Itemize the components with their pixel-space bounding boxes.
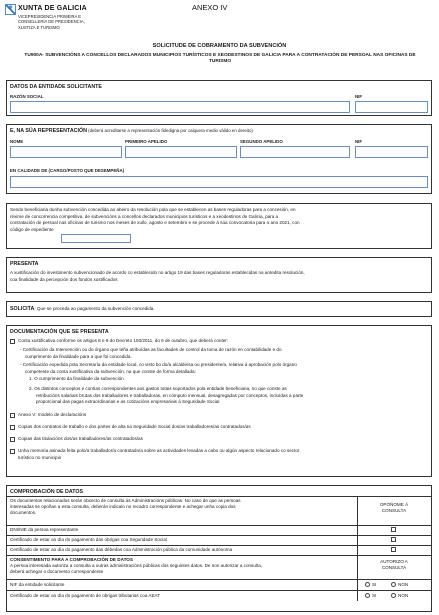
doc-qualifications: Copias das titulacións dos/as traballadores/as contratados/as [18, 436, 143, 441]
consent-title: CONSENTIMENTO PARA A COMPROBACIÓN DE DATOS [10, 557, 133, 562]
declaration-line: contratación de persoal nas oficinas de turismo nos meses de xullo, agosto e setembro e se procede á súa convocatoria para o ano 2021, con [10, 220, 300, 226]
consent-line: deberá achegar o documento correspondente [10, 569, 104, 575]
doc-sub-b-2 [29, 386, 429, 406]
oppose-checkbox-dni[interactable] [391, 527, 396, 532]
oppose-checkbox-regional-debts[interactable] [391, 547, 396, 552]
representative-nif-label: NIF [355, 139, 363, 144]
doc-sub-line: 2. Os distintos conceptos e contías correspondentes aos gastos totais soportados pola entidade beneficiaria, no que conste as [29, 386, 287, 391]
representative-note: (deberá acreditarse a representación fidedigna por calquera medio válido en dereito) [86, 128, 253, 133]
representative-nif-field[interactable] [355, 146, 428, 158]
verification-section [6, 485, 432, 612]
doc-checkbox-qualifications[interactable] [10, 437, 15, 442]
surname1-label: PRIMEIRO APELIDO [125, 139, 168, 144]
company-name-label: RAZÓN SOCIAL [10, 94, 44, 99]
logo-sub-line: VICEPRESIDENCIA PRIMEIRA E [18, 14, 82, 19]
form-subtitle: TU900A- SUBVENCIÓNS A CONCELLOS DECLARADOS MUNICIPIOS TURÍSTICOS E XEODESTINOS DE GALICIA PARA A CONTRATACIÓN DE PERSOAL NAS OFICINAS DE TURISMO [24, 53, 416, 65]
presents-section [6, 257, 432, 293]
authorize-header-line: CONSULTA [381, 565, 407, 571]
applicant-nif-field[interactable] [355, 101, 428, 113]
requests-title: SOLICITA [10, 306, 35, 312]
doc-checkbox-contracts[interactable] [10, 425, 15, 430]
doc-sub-b-1: 1. O cumprimento da finalidade da subvención [29, 376, 124, 381]
intro-line: Os documentos relacionados serán obxecto de consulta ás Administracións públicas. No caso de que as persoas [10, 498, 241, 503]
presents-line: coa finalidade da percepción dos fondos xustificados [10, 276, 118, 282]
applicant-nif-label: NIF [355, 94, 363, 99]
consent-row-label: Certificado de estar ao día do pagamento de obrigas tributarias coa AEAT [10, 593, 161, 598]
oppose-row-label: Certificado de estar ao día do pagamento das débedas coa Administración pública da comunidade autónoma [10, 547, 233, 552]
presents-title: PRESENTA [10, 261, 39, 267]
doc-sub-line: competente da conta xustificativa da subvención, na que conste de forma detallada: [25, 368, 196, 374]
logo-sub-line: XUSTIZA E TURISMO [18, 24, 60, 30]
applicant-title: DATOS DA ENTIDADE SOLICITANTE [10, 84, 102, 90]
consent-yes-label: SI [372, 582, 377, 587]
surname1-field[interactable] [125, 146, 237, 158]
consent-radio-aeat-no[interactable] [391, 593, 396, 598]
representative-title-row [10, 128, 253, 135]
doc-sub-b [20, 362, 430, 375]
authorize-header [359, 559, 429, 571]
presents-line: A xustificación do investimento subvencionado de acordo co establecido no artigo 19 das bases reguladoras establecidas na antedita resolución, [10, 270, 305, 275]
surname2-field[interactable] [240, 146, 350, 158]
file-code-field[interactable] [61, 234, 131, 243]
logo-sub-line: CONSELLERÍA DE PRESIDENCIA, [18, 19, 85, 25]
consent-text [10, 557, 355, 576]
intro-line: documentos. [10, 510, 37, 516]
consent-line: A persoa interesada autoriza a consulta a outras administracións públicas dos seguintes datos. De non autorizar a consulta, [10, 563, 263, 569]
declaration-line: réxime de concorrencia competitiva, de subvencións a concellos declarados municipios turísticos e a xeodestinos de Galicia, para a [10, 213, 279, 219]
documentation-title: DOCUMENTACIÓN QUE SE PRESENTA [10, 329, 109, 335]
doc-sub-line: - Certificación da Intervención ou do órgano que teña atribuídas as facultades de control da toma de razón en contabilidade e do [20, 347, 282, 352]
logo-subtitle [18, 14, 118, 30]
consent-radio-nif-yes[interactable] [365, 582, 370, 587]
logo-title: XUNTA DE GALICIA [18, 5, 87, 12]
doc-sub-line: cumprimento da finalidade para a que foi concedida. [25, 353, 132, 359]
consent-yes-label: SI [372, 593, 377, 598]
oppose-header-line: OPÓÑOME Á [379, 502, 409, 507]
doc-report-line: Unha memoria asinada feita polo/a traballador/a contratado/a sobre as actividades levadas a cabo ou algún aspecto relacionado co sector [18, 448, 300, 453]
doc-contracts: Copias dos contratos de traballo e dos partes de alta na Seguridade Social dos/as traballadores/as contratados/as [18, 424, 251, 429]
requests-section [6, 301, 432, 317]
doc-sub-line: retribucións salariais brutas dos traballadores e traballadoras, en cómputo mensual, desagregadas por conceptos, incluídas a parte [36, 392, 304, 398]
doc-checkbox-report[interactable] [10, 449, 15, 454]
doc-report-line: turístico no municipio [18, 454, 62, 460]
declaration-section [6, 203, 432, 249]
doc-report [18, 448, 434, 461]
consent-radio-aeat-yes[interactable] [365, 593, 370, 598]
consent-no-label: NON [398, 582, 409, 587]
role-field[interactable] [10, 176, 428, 188]
oppose-row-label: Certificado de estar ao día do pagamento das obrigas coa Seguridade Social [10, 537, 167, 542]
representative-title: E, NA SÚA REPRESENTACIÓN [10, 128, 87, 134]
oppose-row-label: DNI/NIE da persoa representante [10, 527, 79, 532]
xunta-emblem-icon [5, 4, 16, 15]
applicant-section [6, 80, 432, 116]
intro-line: interesadas se opoñan a esta consulta, deberán indicalo no recadro correspondente e achegar unha copia dos [10, 504, 236, 510]
verification-intro [10, 498, 355, 517]
presents-text [10, 270, 430, 283]
doc-sub-line: - Certificación expedida pola Secretaría da entidade local, co visto bo do/a alcalde/sa ou presidente/a, relativa á aprobación polo órgano [20, 362, 297, 367]
authorize-header-line: AUTORIZO A [380, 559, 408, 564]
documentation-section [6, 325, 432, 477]
first-name-label: NOME [10, 139, 24, 144]
declaration-line: código de expediente [10, 226, 54, 232]
first-name-field[interactable] [10, 146, 122, 158]
form-title: SOLICITUDE DE COBRAMENTO DA SUBVENCIÓN [152, 43, 287, 49]
declaration-text [10, 207, 430, 234]
doc-checkbox-justification[interactable] [10, 339, 15, 344]
doc-checkbox-annex-v[interactable] [10, 413, 15, 418]
annex-label: ANEXO IV [192, 3, 228, 12]
requests-row [10, 306, 155, 313]
doc-annex-v: Anexo V: modelo de declaracións [18, 412, 87, 417]
oppose-header [359, 502, 429, 514]
doc-justification: Conta xustificativa conforme os artigos 8 e 9 do Decreto 193/2011, do 6 de outubro, que deberá conter: [18, 338, 229, 343]
verification-title: COMPROBACIÓN DE DATOS [10, 489, 84, 495]
table-column-divider [357, 496, 358, 601]
declaration-line: Sendo beneficiaria dunha subvención concedida ao abeiro da resolución pola que se establecen as bases reguladoras para a concesión, en [10, 207, 296, 212]
consent-no-label: NON [398, 593, 409, 598]
requests-text: : Que se proceda ao pagamento da subvención concedida. [34, 306, 155, 311]
role-label: EN CALIDADE DE (CARGO/POSTO QUE DESEMPEÑA) [10, 168, 125, 173]
surname2-label: SEGUNDO APELIDO [240, 139, 283, 144]
representative-section [6, 124, 432, 194]
oppose-header-line: CONSULTA [381, 508, 407, 514]
doc-sub-line: proporcional das pagas extraordinarias e as cotizacións empresariais á Seguridade Social [36, 399, 220, 405]
consent-radio-nif-no[interactable] [391, 582, 396, 587]
oppose-checkbox-social-security[interactable] [391, 537, 396, 542]
doc-sub-a [20, 347, 430, 360]
company-name-field[interactable] [10, 101, 350, 113]
consent-row-label: NIF da entidade solicitante [10, 582, 65, 587]
xunta-logo [5, 4, 115, 36]
